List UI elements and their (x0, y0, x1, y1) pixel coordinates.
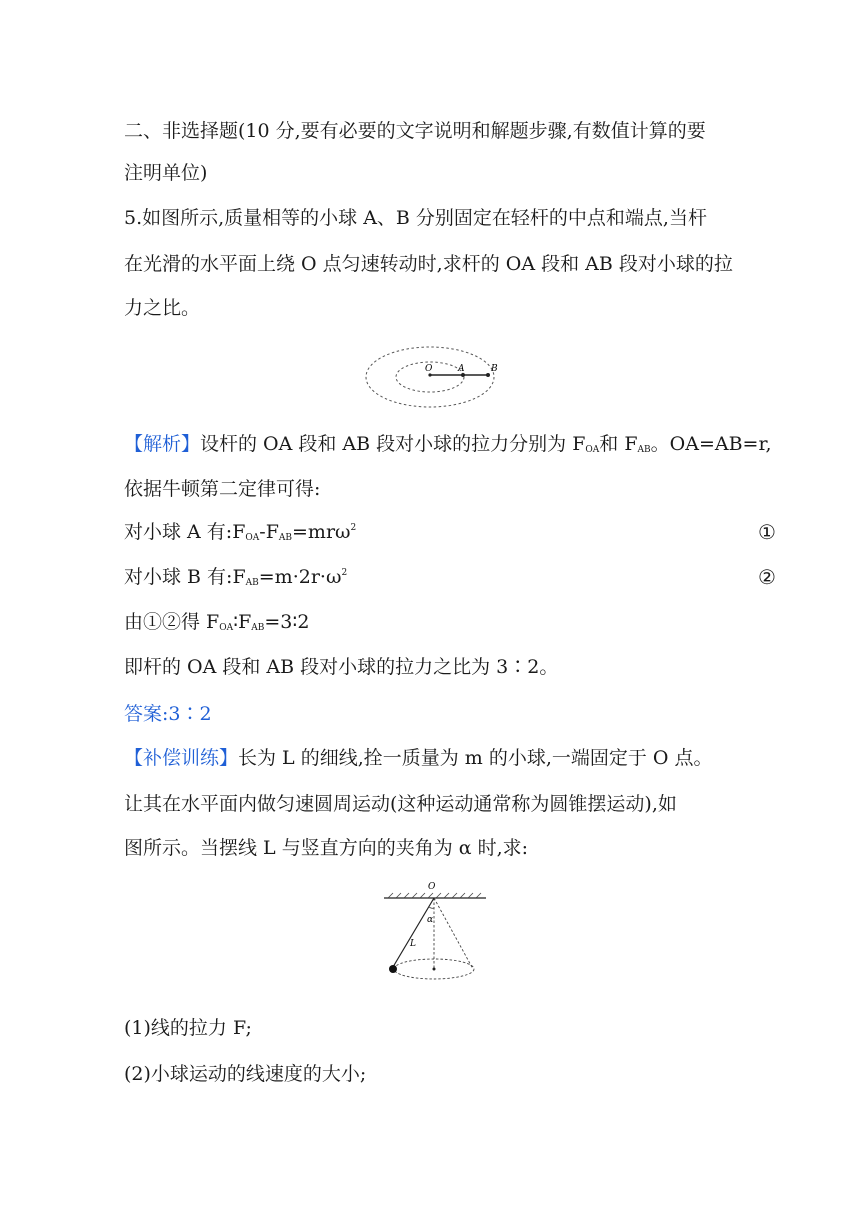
supplement-line-1: 【补偿训练】长为 L 的细线,拴一质量为 m 的小球,一端固定于 O 点。 (124, 747, 713, 769)
cone-edge (434, 898, 473, 969)
question-1: (1)线的拉力 F; (124, 1017, 252, 1039)
problem-5-line-1: 5.如图所示,质量相等的小球 A、B 分别固定在轻杆的中点和端点,当杆 (124, 207, 707, 229)
solution-line-2: 依据牛顿第二定律可得: (124, 478, 321, 500)
ceiling-hatching (388, 893, 481, 898)
solution-conclusion: 即杆的 OA 段和 AB 段对小球的拉力之比为 3∶2。 (124, 656, 559, 678)
equation-2: 对小球 B 有$:F_{AB}=m\cdot 2r\cdot\omega^2$ (124, 566, 348, 588)
answer: 答案:3∶2 (124, 703, 212, 725)
section-heading-line-1: 二、非选择题(10 分,要有必要的文字说明和解题步骤,有数值计算的要 (124, 120, 706, 142)
label-b: B (491, 364, 498, 374)
equation-3: 由①②得 $F_{OA}∶F_{AB}=3∶2$ (124, 611, 310, 633)
equation-1: 对小球 A 有$:F_{OA}-F_{AB}=mr\omega^2$ (124, 521, 357, 543)
rotating-rod-figure (362, 343, 512, 411)
question-2: (2)小球运动的线速度的大小; (124, 1063, 367, 1085)
supplement-label: 【补偿训练】 (124, 747, 239, 769)
solution-label: 【解析】 (124, 433, 201, 455)
supplement-line-3: 图所示。当摆线 L 与竖直方向的夹角为 α 时,求: (124, 837, 529, 859)
label-a: A (458, 364, 465, 374)
conical-pendulum-figure (380, 876, 490, 992)
label-alpha: α (427, 915, 434, 925)
circle-center (433, 968, 436, 971)
label-o: O (425, 364, 433, 374)
string-l (393, 898, 434, 967)
solution-line-1: 【解析】设杆的 OA 段和 AB 段对小球的拉力分别为 $F_{OA}$和 $F_{AB}$。OA=AB=r, (124, 433, 772, 455)
label-l: L (410, 939, 416, 949)
ball (389, 965, 397, 973)
problem-5-line-3: 力之比。 (124, 297, 201, 319)
equation-2-tag: ② (758, 565, 776, 589)
equation-1-tag: ① (758, 520, 776, 544)
problem-5-line-2: 在光滑的水平面上绕 O 点匀速转动时,求杆的 OA 段和 AB 段对小球的拉 (124, 253, 733, 275)
supplement-line-2: 让其在水平面内做匀速圆周运动(这种运动通常称为圆锥摆运动),如 (124, 793, 677, 815)
ball-b (486, 373, 490, 377)
outer-orbit (366, 347, 494, 407)
label-o: O (428, 882, 436, 892)
angle-arc (429, 907, 434, 908)
section-heading-line-2: 注明单位) (124, 162, 208, 184)
